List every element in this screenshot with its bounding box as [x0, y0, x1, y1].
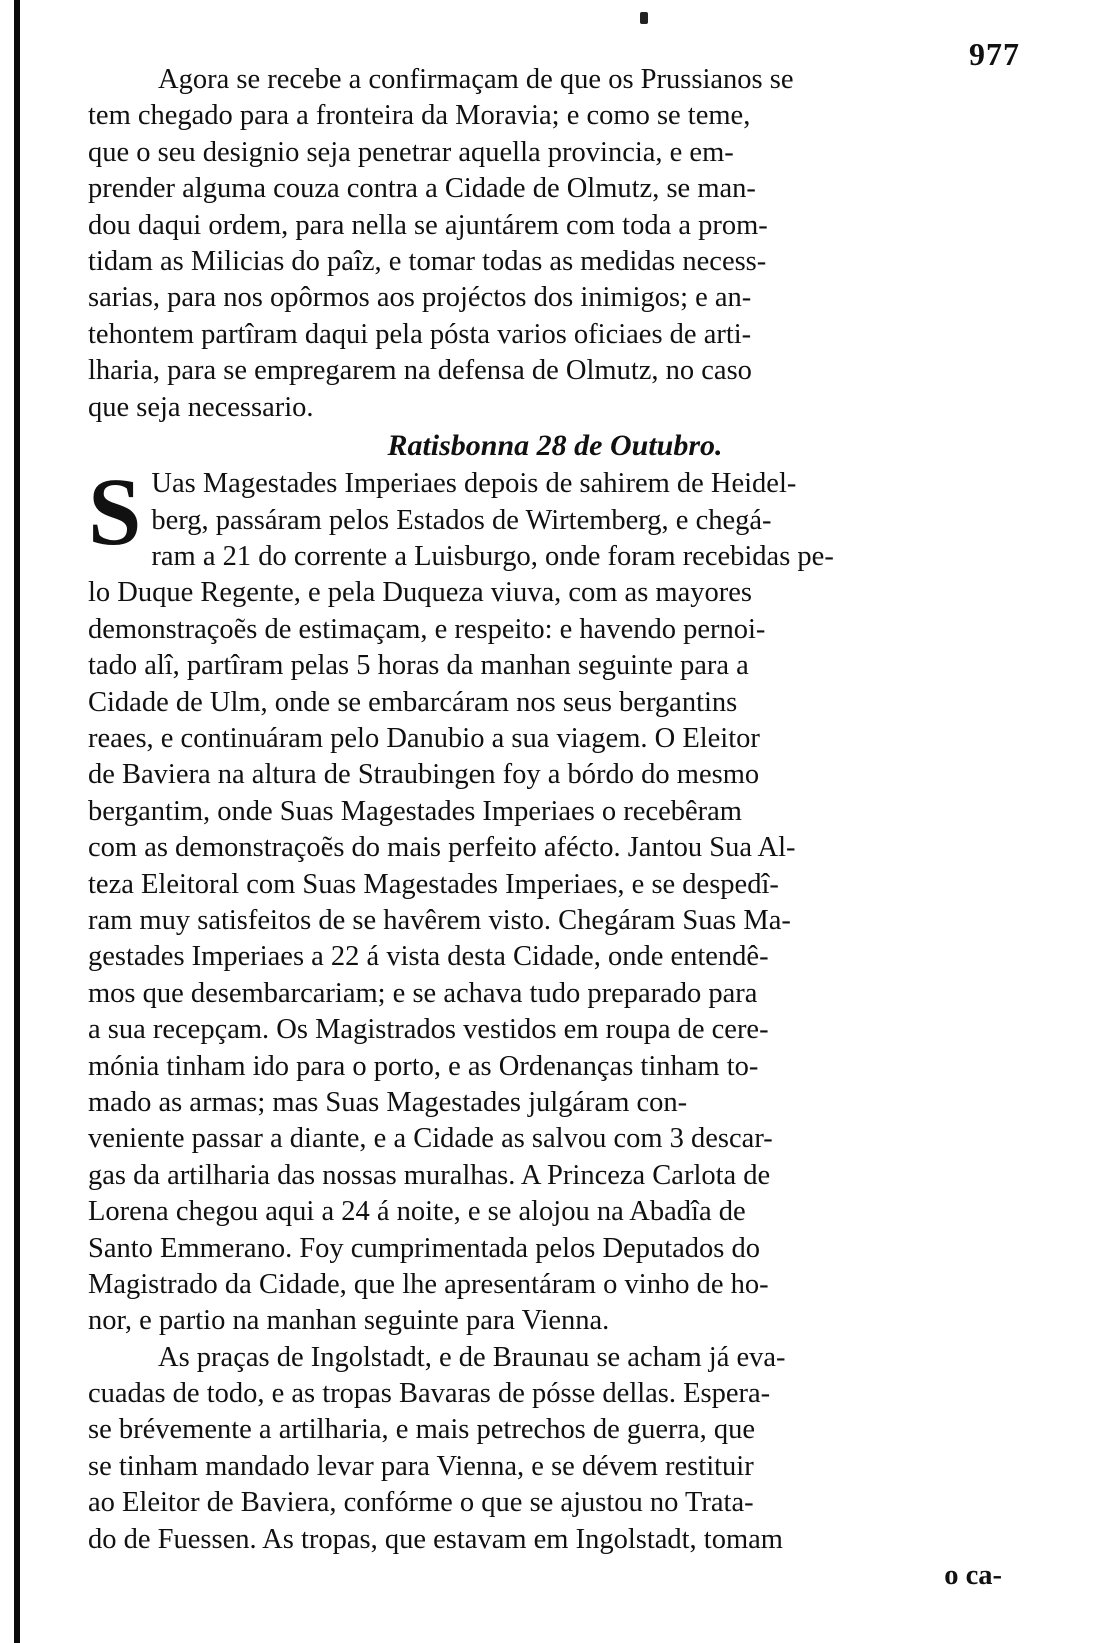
paragraph-ingolstadt — [88, 1340, 1022, 1558]
article-text — [88, 62, 1022, 1594]
text-line: Santo Emmerano. Foy cumprimentada pelos Deputados do — [88, 1232, 760, 1264]
text-line: Uas Magestades Imperiaes depois de sahirem de Heidel- — [151, 468, 797, 500]
text-line: mónia tinham ido para o porto, e as Ordenanças tinham to- — [88, 1050, 759, 1082]
text-line: cuadas de todo, e as tropas Bavaras de pósse dellas. Espera- — [88, 1378, 771, 1410]
page-number: 977 — [969, 36, 1020, 72]
text-line: teza Eleitoral com Suas Magestades Imperiaes, e se despedî- — [88, 868, 779, 900]
text-line: ao Eleitor de Baviera, confórme o que se ajustou no Trata- — [88, 1487, 754, 1519]
text-line: gestades Imperiaes a 22 á vista desta Cidade, onde entendê- — [88, 941, 769, 973]
text-line: Magistrado da Cidade, que lhe apresentáram o vinho de ho- — [88, 1268, 769, 1300]
text-line: ram a 21 do corrente a Luisburgo, onde foram recebidas pe- — [151, 541, 834, 573]
text-line: tehontem partîram daqui pela pósta varios oficiaes de arti- — [88, 318, 752, 350]
text-line: que seja necessario. — [88, 391, 314, 423]
text-line: As praças de Ingolstadt, e de Braunau se acham já eva- — [158, 1341, 786, 1373]
text-line: berg, passáram pelos Estados de Wirtemberg, e chegá- — [151, 504, 772, 536]
text-line: mos que desembarcariam; e se achava tudo preparado para — [88, 977, 758, 1009]
catchword: o ca- — [944, 1560, 1002, 1592]
text-line: Lorena chegou aqui a 24 á noite, e se alojou na Abadîa de — [88, 1196, 746, 1228]
text-line: dou daqui ordem, para nella se ajuntárem com toda a prom- — [88, 209, 768, 241]
text-line: Cidade de Ulm, onde se embarcáram nos seus bergantins — [88, 686, 738, 718]
text-line: Agora se recebe a confirmaçam de que os Prussianos se — [158, 64, 794, 95]
text-line: lharia, para se empregarem na defensa de Olmutz, no caso — [88, 355, 752, 387]
text-line: tidam as Milicias do paîz, e tomar todas as medidas necess- — [88, 245, 767, 277]
ink-speck — [640, 12, 648, 24]
text-line: sarias, para nos opôrmos aos projéctos dos inimigos; e an- — [88, 282, 752, 314]
text-line: gas da artilharia das nossas muralhas. A Princeza Carlota de — [88, 1159, 771, 1191]
text-line: bergantim, onde Suas Magestades Imperiaes o recebêram — [88, 795, 742, 827]
text-line: com as demonstraçoẽs do mais perfeito afécto. Jantou Sua Al- — [88, 832, 796, 864]
text-line: reaes, e continuáram pelo Danubio a sua viagem. O Eleitor — [88, 723, 760, 755]
text-line: veniente passar a diante, e a Cidade as salvou com 3 descar- — [88, 1123, 773, 1155]
text-line: tem chegado para a fronteira da Moravia; e como se teme, — [88, 100, 751, 132]
text-line: prender alguma couza contra a Cidade de Olmutz, se man- — [88, 173, 756, 205]
drop-cap: S — [88, 458, 142, 566]
text-line: do de Fuessen. As tropas, que estavam em Ingolstadt, tomam — [88, 1523, 783, 1555]
dateline-heading: Ratisbonna 28 de Outubro. — [387, 428, 723, 462]
paragraph-moravia — [88, 62, 1022, 426]
text-line: mado as armas; mas Suas Magestades julgáram con- — [88, 1086, 688, 1118]
text-line: demonstraçoẽs de estimaçam, e respeito: e havendo pernoi- — [88, 613, 766, 645]
page-edge-shadow — [14, 0, 20, 1643]
text-line: se tinham mandado levar para Vienna, e se dévem restituir — [88, 1450, 754, 1482]
text-line: que o seu designio seja penetrar aquella provincia, e em- — [88, 136, 734, 168]
text-line: nor, e partio na manhan seguinte para Vienna. — [88, 1305, 610, 1337]
paragraph-imperial-journey — [88, 458, 1022, 1339]
text-line: se brévemente a artilharia, e mais petrechos de guerra, que — [88, 1414, 756, 1446]
text-line: lo Duque Regente, e pela Duqueza viuva, com as mayores — [88, 577, 752, 609]
text-line: de Baviera na altura de Straubingen foy a bórdo do mesmo — [88, 759, 760, 791]
text-line: a sua recepçam. Os Magistrados vestidos em roupa de cere- — [88, 1014, 769, 1046]
text-line: tado alî, partîram pelas 5 horas da manhan seguinte para a — [88, 650, 749, 682]
text-line: ram muy satisfeitos de se havêrem visto. Chegáram Suas Ma- — [88, 904, 791, 936]
